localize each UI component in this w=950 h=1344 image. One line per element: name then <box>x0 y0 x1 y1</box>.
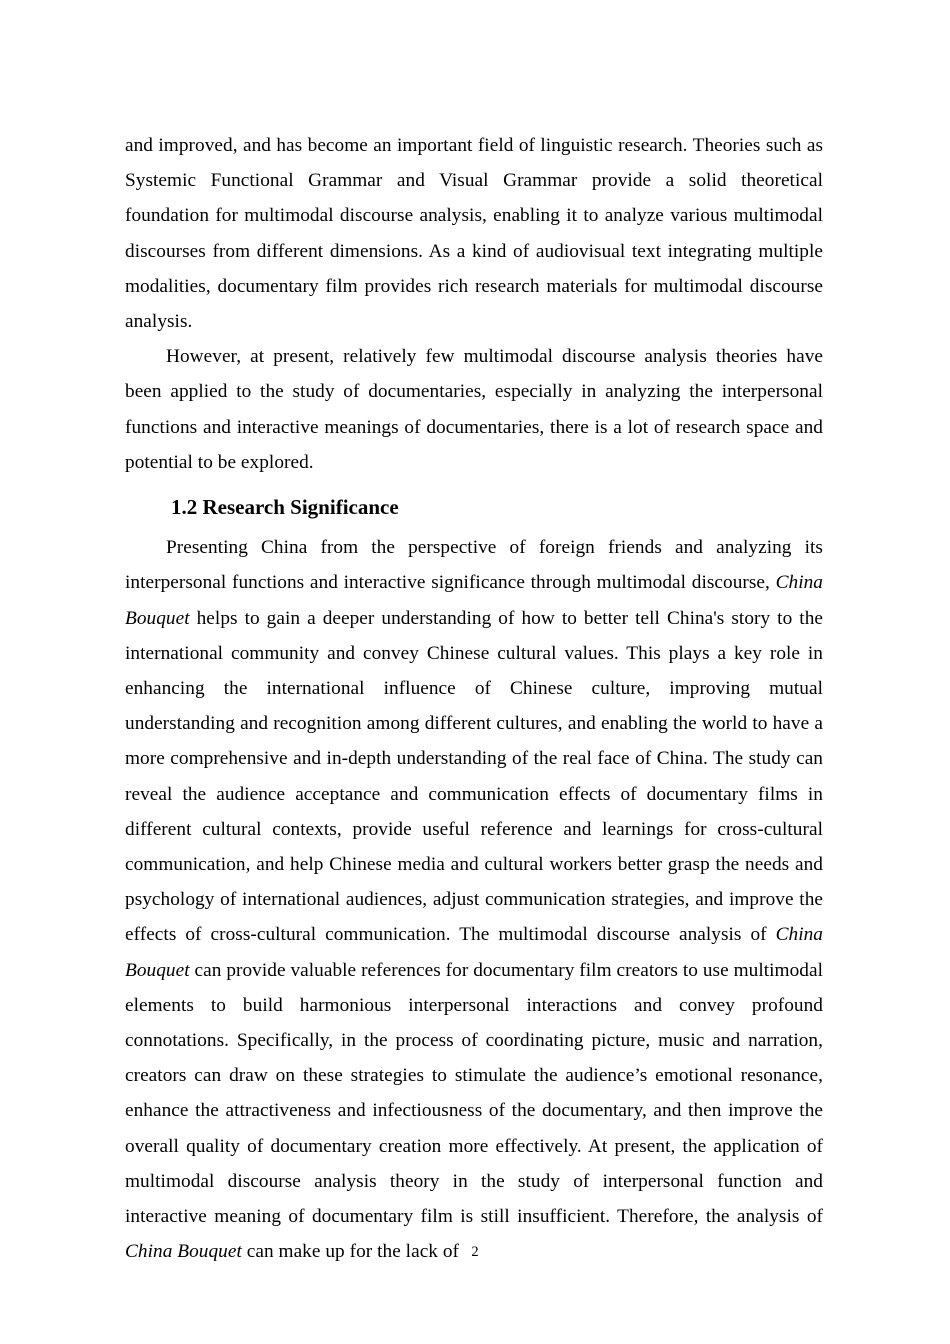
significance-text-segment-1: Presenting China from the perspective of foreign friends and analyzing its interpersonal functions and interactive significance through multimodal discourse, <box>125 537 823 594</box>
significance-text-segment-4: can make up for the lack of <box>241 1241 460 1263</box>
page-content-area <box>125 128 823 1270</box>
film-title-china-bouquet-3: China Bouquet <box>125 1241 242 1263</box>
film-title-china-bouquet-1: China Bouquet <box>125 572 823 629</box>
section-heading-research-significance: 1.2 Research Significance <box>171 495 399 520</box>
paragraph-continued: and improved, and has become an important field of linguistic research. Theories such as Systemic Functional Grammar and Visual Grammar provide a solid theoretical foundation for multimodal discourse analysis, enabling it to analyze various multimodal discourses from different dimensions. As a kind of audiovisual text integrating multiple modalities, documentary film provides rich research materials for multimodal discourse analysis. <box>125 135 823 333</box>
paragraph-research-significance <box>125 530 823 1269</box>
film-title-china-bouquet-2: China Bouquet <box>125 924 823 981</box>
page-number-footer: 2 <box>471 1244 479 1260</box>
significance-text-segment-3: can provide valuable references for documentary film creators to use multimodal elements to build harmonious interpersonal interactions and convey profound connotations. Specifically, in the process of coordinating picture, music and narration, creators can draw on these strategies to stimulate the audience’s emotional resonance, enhance the attractiveness and infectiousness of the documentary, and then improve the overall quality of documentary creation more effectively. At present, the application of multimodal discourse analysis theory in the study of interpersonal function and interactive meaning of documentary film is still insufficient. Therefore, the analysis of <box>125 959 823 1228</box>
heading-spacer-above <box>125 480 823 490</box>
paragraph-however: However, at present, relatively few multimodal discourse analysis theories have been applied to the study of documentaries, especially in analyzing the interpersonal functions and interactive meanings of documentaries, there is a lot of research space and potential to be explored. <box>125 346 823 473</box>
significance-text-segment-2: helps to gain a deeper understanding of how to better tell China's story to the international community and convey Chinese cultural values. This plays a key role in enhancing the international influence of Chinese culture, improving mutual understanding and recognition among different cultures, and enabling the world to have a more comprehensive and in-depth understanding of the real face of China. The study can reveal the audience acceptance and communication effects of documentary films in different cultural contexts, provide useful reference and learnings for cross-cultural communication, and help Chinese media and cultural workers better grasp the needs and psychology of international audiences, adjust communication strategies, and improve the effects of cross-cultural communication. The multimodal discourse analysis of <box>125 607 823 946</box>
